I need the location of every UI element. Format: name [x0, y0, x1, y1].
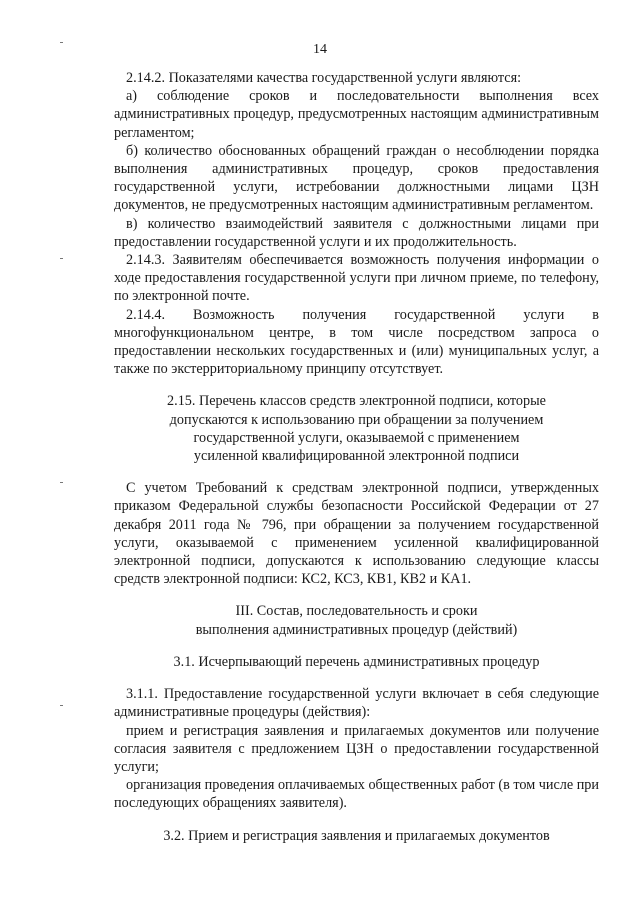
scan-mark — [60, 705, 63, 706]
heading-3-1: 3.1. Исчерпывающий перечень административных процедур — [173, 653, 540, 670]
heading-3-2: 3.2. Прием и регистрация заявления и прилагаемых документов — [163, 827, 550, 844]
item-a: а) соблюдение сроков и последовательности выполнения всех административных процедур, предусмотренных настоящим административным регламентом; — [114, 88, 599, 141]
section-3-1-1-intro: 3.1.1. Предоставление государственной услуги включает в себя следующие административные процедуры (действия): — [114, 686, 599, 721]
chapter-3-title-line2: выполнения административных процедур (действий) — [195, 621, 518, 638]
chapter-3-title-line1: III. Состав, последовательность и сроки — [235, 603, 478, 620]
procedure-item-1: прием и регистрация заявления и прилагаемых документов или получение согласия заявителя с предложением ЦЗН о предоставлении государственной услуги; — [114, 722, 599, 775]
page-number: 14 — [313, 42, 327, 57]
section-2-14-4: 2.14.4. Возможность получения государственной услуги в многофункциональном центре, в том числе посредством запроса о предоставлении нескольких государственных и (или) муниципальных услуг, а также по экстерриториальному принципу отсутствует. — [114, 306, 599, 378]
item-b: б) количество обоснованных обращений граждан о несоблюдении порядка выполнения административных процедур, сроков предоставления государственной услуги, истребовании должностными лицами ЦЗН документов, не предусмотренных настоящим административным регламентом. — [114, 142, 599, 214]
scan-mark — [60, 482, 63, 483]
heading-2-15-line4: усиленной квалифицированной электронной подписи — [193, 448, 520, 465]
heading-2-15-line3: государственной услуги, оказываемой с применением — [193, 429, 520, 446]
scan-mark — [60, 42, 63, 43]
heading-2-15-line2: допускаются к использованию при обращении за получением — [169, 411, 544, 428]
section-2-14-3: 2.14.3. Заявителям обеспечивается возможность получения информации о ходе предоставления государственной услуги при личном приеме, по телефону, по электронной почте. — [114, 252, 599, 305]
heading-2-15-line1: 2.15. Перечень классов средств электронной подписи, которые — [167, 393, 546, 410]
paragraph-2-15: С учетом Требований к средствам электронной подписи, утвержденных приказом Федеральной службы безопасности Российской Федерации от 27 декабря 2011 года № 796, при обращении за получением государственной услуги, оказываемой с применением усиленной квалифицированной электронной подписи, допускаются к использованию следующие классы средств электронной подписи: КС2, КС3, КВ1, КВ2 и КА1. — [114, 480, 599, 588]
section-2-14-2-title: 2.14.2. Показателями качества государственной услуги являются: — [126, 70, 522, 86]
procedure-item-2: организация проведения оплачиваемых общественных работ (в том числе при последующих обращениях заявителя). — [114, 777, 599, 812]
item-c: в) количество взаимодействий заявителя с должностными лицами при предоставлении государственной услуги и их продолжительность. — [114, 215, 599, 250]
scan-mark — [60, 258, 63, 259]
document-body — [114, 69, 599, 845]
